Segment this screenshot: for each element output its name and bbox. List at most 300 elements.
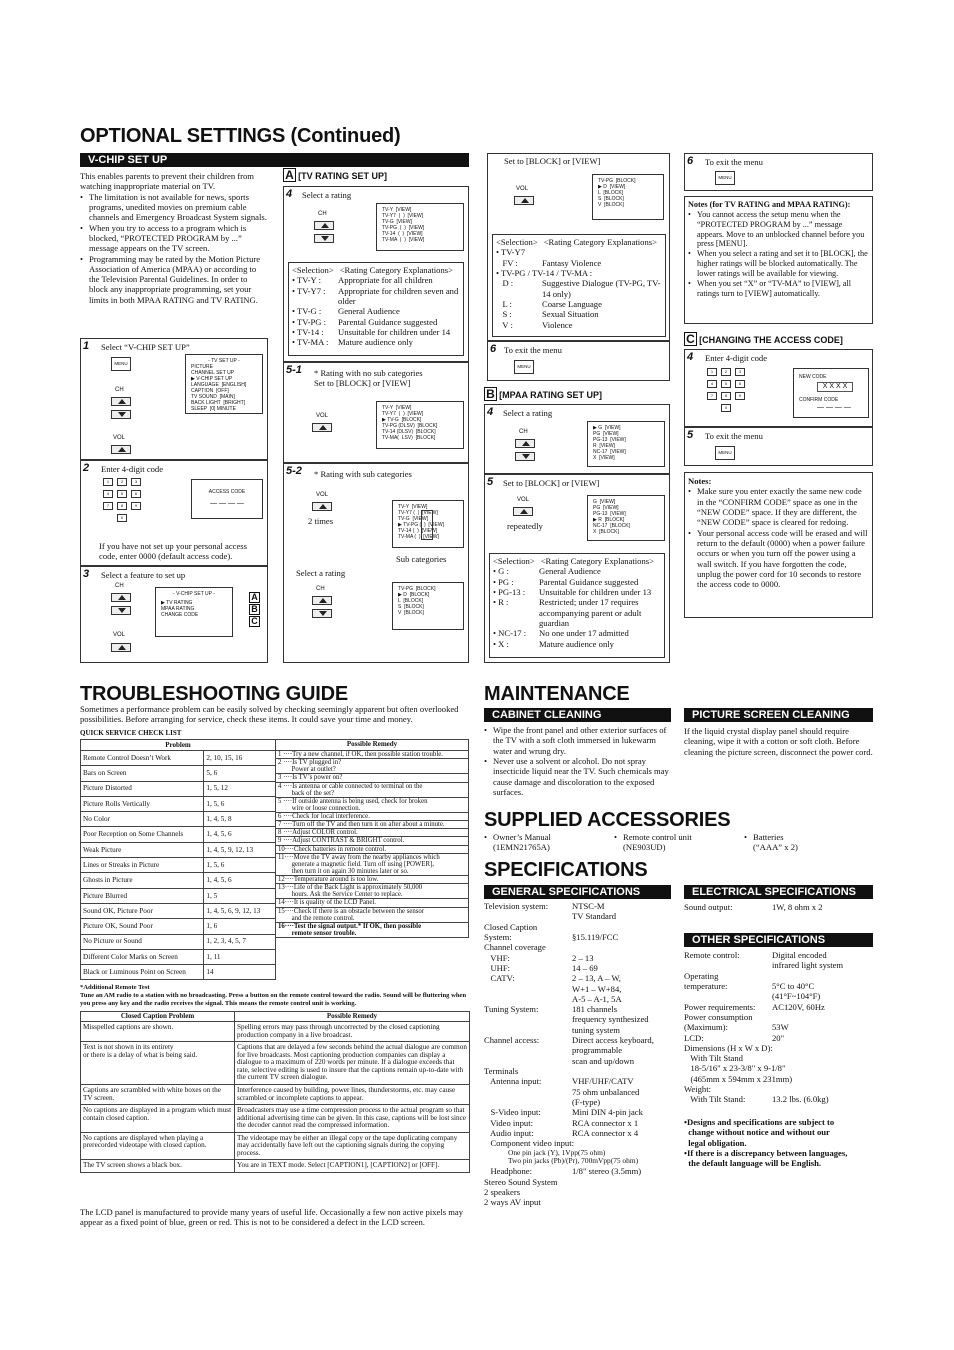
spec-value: Mini DIN 4-pin jack xyxy=(572,1107,643,1118)
screen-title: - V-CHIP SET UP - xyxy=(173,591,215,597)
additional-test-text: Tune an AM radio to a station with no broadcasting. Press a button on the remote control toward the radio. Sound will be fluttering when you press any key and the radio receives the signal. This means the remote control unit is working. xyxy=(80,991,467,1007)
keypad-key[interactable]: 5 xyxy=(721,380,731,388)
spec-row xyxy=(484,1128,672,1138)
new-code-value: X X X X xyxy=(817,382,853,392)
electrical-band: ELECTRICAL SPECIFICATIONS xyxy=(684,885,873,899)
rating-row: TV-14 (DLSV) [BLOCK] xyxy=(382,429,436,435)
keypad-key[interactable]: 8 xyxy=(117,502,127,510)
rating-row: L [BLOCK] xyxy=(598,190,624,196)
ch-down-button[interactable] xyxy=(515,452,535,461)
spec-key: Antenna input: xyxy=(484,1076,542,1087)
ch-down-button[interactable] xyxy=(314,234,334,243)
sub-categories-label: Sub categories xyxy=(396,554,447,564)
explanation-row xyxy=(292,306,460,316)
vol-label: VOL xyxy=(516,186,529,192)
rating-row: TV-PG [BLOCK] xyxy=(398,586,436,592)
keypad-key[interactable]: 9 xyxy=(735,392,745,400)
rating-row: ▶ G [VIEW] xyxy=(593,425,621,431)
rating-code: • TV-Y7 : xyxy=(292,285,326,296)
step-number: 5 xyxy=(487,476,494,488)
vchip-bullets xyxy=(80,192,268,305)
remedy-numbers: 1, 5, 6 xyxy=(204,796,276,811)
rating-code: • NC-17 : xyxy=(493,628,527,639)
rating-code: • TV-Y7 xyxy=(496,247,526,258)
vol-button[interactable] xyxy=(513,507,533,516)
vchip-bullet: • When you try to access to a program which is blocked, “PROTECTED PROGRAM by ...” message appears on the TV screen. xyxy=(80,223,268,254)
spec-key: S-Video input: xyxy=(484,1107,541,1118)
remedy-item: 6 ····Check for local interference. xyxy=(276,813,468,821)
spec-value: Digital encoded infrared light system xyxy=(772,950,844,971)
spec-value: §15.119/FCC xyxy=(572,931,619,942)
times-label: 2 times xyxy=(308,516,334,526)
spec-row xyxy=(684,1094,873,1104)
spec-row xyxy=(484,942,672,952)
explanations-rows xyxy=(292,275,460,347)
new-code-label: NEW CODE xyxy=(799,374,827,380)
rating-row: X [VIEW] xyxy=(593,455,615,461)
remedy-item: 16····Test the signal output.* If OK, then possible remote sensor trouble. xyxy=(278,922,422,937)
menu-item: SLEEP [0] MINUTE xyxy=(191,406,236,412)
cabinet-item: • Never use a solvent or alcohol. Do not spray insecticide liquid near the TV. Such chemicals may cause damage and discoloration to the exposed surfaces. xyxy=(484,756,672,797)
rating-row: PG-13 [VIEW] xyxy=(593,437,626,443)
menu-button[interactable]: MENU xyxy=(514,360,534,374)
rating-meaning: Mature audience only xyxy=(338,337,413,348)
tv-setup-screen xyxy=(185,354,263,414)
table-row xyxy=(81,919,276,934)
menu-item: CHANGE CODE xyxy=(161,612,199,618)
section-c-letter: C xyxy=(684,332,697,346)
explanation-row xyxy=(493,597,661,628)
rating-row: ▶ TV-G [BLOCK] xyxy=(382,417,422,423)
table-row xyxy=(81,751,276,766)
step-number: 5-2 xyxy=(286,465,302,477)
spec-row xyxy=(684,1033,873,1043)
rating-meaning: Unsuitable for children under 13 xyxy=(539,586,652,597)
spec-key: Closed Caption System: xyxy=(484,921,538,942)
tv-rating-step4 xyxy=(283,186,469,362)
step-number: 5-1 xyxy=(286,364,302,376)
middle-explanations xyxy=(492,234,666,337)
explanation-row xyxy=(496,320,662,330)
explanations-header xyxy=(292,265,460,275)
rating-row: ▶ D [BLOCK] xyxy=(398,592,430,598)
spec-value: 181 channels frequency synthesized tuning system xyxy=(572,1004,649,1035)
repeatedly-label: repeatedly xyxy=(507,521,543,531)
spec-value: 1/8" stereo (3.5mm) xyxy=(572,1166,642,1177)
keypad-key[interactable]: 0 xyxy=(721,404,731,412)
step-number: 4 xyxy=(487,406,494,418)
explanations-rows xyxy=(493,566,661,649)
spec-row xyxy=(684,1002,873,1012)
keypad-key[interactable]: 2 xyxy=(721,368,731,376)
code-notes xyxy=(684,472,873,618)
remedy-item: 4 ····Is antenna or cable connected to terminal on the back of the set? xyxy=(276,783,468,798)
step-text: Set to [BLOCK] or [VIEW] xyxy=(504,156,601,166)
step-text: To exit the menu xyxy=(705,157,763,167)
rating-row: TV-Y [VIEW] xyxy=(382,405,412,411)
rating-row: PG [VIEW] xyxy=(593,505,619,511)
vchip-bullet: • The limitation is not available for news, sports programs, unedited movies on premium cable channels and Emergency Broadcast System signals. xyxy=(80,192,268,223)
section-a-title: [TV RATING SET UP] xyxy=(298,171,387,181)
spec-key: Tuning System: xyxy=(484,1004,539,1015)
troubleshooting-title: TROUBLESHOOTING GUIDE xyxy=(80,683,349,705)
rating-meaning: Sexual Situation xyxy=(542,309,599,320)
spec-key: Headphone: xyxy=(484,1166,532,1177)
remedy-numbers: 1, 5 xyxy=(204,888,276,903)
keypad-key[interactable]: 0 xyxy=(117,514,127,522)
rating-row: TV-PG [BLOCK] xyxy=(598,178,636,184)
section-c-title: [CHANGING THE ACCESS CODE] xyxy=(699,335,843,345)
explanation-row xyxy=(493,587,661,597)
keypad-key[interactable]: 1 xyxy=(707,368,717,376)
spec-value: 53W xyxy=(772,1022,789,1033)
table-row xyxy=(81,827,276,842)
table-row xyxy=(81,1022,470,1042)
accessory-item xyxy=(744,832,874,853)
problem-cell: Poor Reception on Some Channels xyxy=(81,827,204,842)
spec-value: RCA connector x 1 xyxy=(572,1117,639,1128)
keypad-key[interactable]: 7 xyxy=(707,392,717,400)
problem-cell: Weak Picture xyxy=(81,842,204,857)
remedy-item: 12····Temperature around is too low. xyxy=(276,876,468,884)
rating-row: TV-MA ( ) [VIEW] xyxy=(398,534,439,540)
step-number: 4 xyxy=(286,188,293,200)
menu-item: ▶ TV RATING xyxy=(161,600,193,606)
cc-remedy-cell: You are in TEXT mode. Select [CAPTION1], [CAPTION2] or [OFF]. xyxy=(235,1160,470,1173)
keypad[interactable] xyxy=(707,368,745,412)
spec-row xyxy=(484,1118,672,1128)
note-item: • When you set “X” or “TV-MA” to [VIEW], all ratings turn to [VIEW] automatically. xyxy=(688,279,869,299)
remedy-numbers: 5, 6 xyxy=(204,766,276,781)
spec-row xyxy=(684,1084,873,1094)
screen-title: - TV SET UP - xyxy=(208,358,240,364)
note-item: • You cannot access the setup menu when the “PROTECTED PROGRAM by ...” message appears. Move to an unblocked channel before you press [MENU]. xyxy=(688,210,869,249)
menu-button[interactable]: MENU xyxy=(715,446,735,460)
rating-code: • TV-PG / TV-14 / TV-MA : xyxy=(496,267,593,278)
keypad-key[interactable]: 9 xyxy=(131,502,141,510)
step-text: Enter 4-digit code xyxy=(705,353,768,363)
tv-rating-step5-2 xyxy=(283,463,469,663)
electrical-specs xyxy=(684,902,873,912)
problem-cell: Sound OK, Picture Poor xyxy=(81,903,204,918)
menu-item: TV SOUND [MAIN] xyxy=(191,394,235,400)
spec-key: CATV: xyxy=(484,973,515,984)
head-category: <Rating Category Explanations> xyxy=(543,237,657,247)
menu-button[interactable]: MENU xyxy=(715,171,735,185)
ch-label: CH xyxy=(316,586,325,592)
section-letter-tag: A xyxy=(249,592,260,603)
spec-row xyxy=(484,953,672,963)
remedy-numbers: 1, 4, 5, 8 xyxy=(204,812,276,827)
vol-label: VOL xyxy=(113,632,126,638)
cc-problem-cell: No captions are displayed when playing a prerecorded videotape with closed caption. xyxy=(81,1132,235,1160)
cc-problem-cell: Misspelled captions are shown. xyxy=(81,1022,235,1042)
remedy-numbers: 1, 4, 5, 6, 9, 12, 13 xyxy=(204,903,276,918)
spec-value: 13.2 lbs. (6.0kg) xyxy=(772,1094,829,1105)
problem-cell: Ghosts in Picture xyxy=(81,873,204,888)
keypad-key[interactable]: 6 xyxy=(735,380,745,388)
problem-cell: Black or Luminous Point on Screen xyxy=(81,965,204,980)
spec-line: 2 speakers xyxy=(484,1186,521,1197)
maintenance-title: MAINTENANCE xyxy=(484,683,630,705)
rating-code: • TV-MA : xyxy=(292,337,329,348)
step-number: 3 xyxy=(83,568,90,580)
keypad-key[interactable]: 6 xyxy=(131,490,141,498)
vol-label: VOL xyxy=(316,413,329,419)
step-text: * Rating with sub categories xyxy=(314,469,412,479)
rating-row: TV-MA ( ) [VIEW] xyxy=(382,237,425,243)
cc-remedy-cell: Broadcasters may use a time compression process to the actual program so that additional advertising time can be given. In this case, captions will be lost since the decoder cannot read the compressed information. xyxy=(235,1105,470,1133)
spec-value: 14 – 69 xyxy=(572,962,598,973)
ch-up-button[interactable] xyxy=(111,593,131,602)
step-note: If you have not set up your personal access code, enter 0000 (default access code). xyxy=(99,541,247,562)
keypad-key[interactable]: 2 xyxy=(117,478,127,486)
tv-rating-screen xyxy=(376,203,464,251)
rating-row: G [VIEW] xyxy=(593,499,616,505)
remedy-item: 10····Check batteries in remote control. xyxy=(276,846,468,854)
remedy-numbers: 1, 4, 5, 6 xyxy=(204,827,276,842)
vol-button[interactable] xyxy=(514,196,534,205)
rating-meaning xyxy=(542,247,662,257)
accessory-text: Owner’s Manual (1EMN21765A) xyxy=(493,832,551,853)
table-row xyxy=(81,965,276,980)
problem-cell: Lines or Streaks in Picture xyxy=(81,858,204,873)
remedy-numbers: 1, 5, 6 xyxy=(204,858,276,873)
component-title: Component video input: xyxy=(484,1138,574,1149)
rating-code: • X : xyxy=(493,638,509,649)
rating-meaning: Parental Guidance suggested xyxy=(338,316,438,327)
ch-down-button[interactable] xyxy=(111,410,131,419)
additional-remote-test xyxy=(80,984,470,1008)
spec-key: Dimensions (H x W x D): xyxy=(684,1042,773,1053)
accessory-item xyxy=(484,832,614,853)
cc-problem-cell: Captions are scrambled with white boxes on the TV screen. xyxy=(81,1084,235,1104)
rating-row: TV-Y [VIEW] xyxy=(382,207,412,213)
step-text: To exit the menu xyxy=(705,431,763,441)
section-a-letter: A xyxy=(283,168,296,182)
spec-key: Terminals xyxy=(484,1066,519,1076)
vol-button[interactable] xyxy=(111,643,131,652)
spec-key: Channel coverage xyxy=(484,942,546,953)
explanation-row xyxy=(292,327,460,337)
spec-key: With Tilt Stand xyxy=(684,1053,743,1064)
menu-item: LANGUAGE [ENGLISH] xyxy=(191,382,247,388)
remedy-numbers: 1, 11 xyxy=(204,949,276,964)
problem-cell: Remote Control Doesn’t Work xyxy=(81,751,204,766)
problem-cell: Picture Rolls Vertically xyxy=(81,796,204,811)
keypad-key[interactable]: 8 xyxy=(721,392,731,400)
remedy-item: 3 ····Is TV’s power on? xyxy=(276,774,468,782)
ch-up-button[interactable] xyxy=(314,221,334,230)
spec-row xyxy=(484,973,672,1004)
rating-meaning: Mature audience only xyxy=(539,638,614,649)
step-text: * Rating with no sub categories Set to [BLOCK] or [VIEW] xyxy=(314,368,423,389)
rating-row: NC-17 [VIEW] xyxy=(593,449,626,455)
menu-button[interactable]: MENU xyxy=(111,357,131,371)
spec-key: Video input: xyxy=(484,1117,533,1128)
rating-meaning: Suggestive Dialogue (TV-PG, TV-14 only) xyxy=(542,278,661,299)
table-row xyxy=(81,766,276,781)
table-row xyxy=(81,858,276,873)
vol-button[interactable] xyxy=(111,445,131,454)
spec-row xyxy=(684,950,873,971)
problem-cell: Bars on Screen xyxy=(81,766,204,781)
spec-value: Direct access keyboard, programmable scan and up/down xyxy=(572,1035,654,1066)
spec-key: Weight: xyxy=(684,1084,711,1095)
ch-down-button[interactable] xyxy=(111,606,131,615)
ch-label: CH xyxy=(318,211,327,217)
step-number: 6 xyxy=(490,343,497,355)
explanation-row xyxy=(292,317,460,327)
screen-cleaning-text: If the liquid crystal display panel should require cleaning, wipe it with a cotton or soft cloth. Before cleaning the picture screen, disconnect the power cord. xyxy=(684,726,873,757)
rating-row: S [BLOCK] xyxy=(598,196,624,202)
step-number: 6 xyxy=(687,155,694,167)
rating-code: S : xyxy=(496,309,512,320)
spec-key: Power consumption (Maximum): xyxy=(684,1011,753,1033)
rating-row: TV-Y7 ( ) [VIEW] xyxy=(382,213,424,219)
keypad-key[interactable]: 7 xyxy=(103,502,113,510)
keypad-key[interactable]: 4 xyxy=(103,490,113,498)
cc-problem-header: Closed Caption Problem xyxy=(81,1012,235,1022)
explanation-row xyxy=(292,286,460,307)
vchip-step1 xyxy=(80,338,268,460)
ch-up-button[interactable] xyxy=(111,397,131,406)
table-row xyxy=(81,781,276,796)
table-row xyxy=(81,888,276,903)
spec-key: With Tilt Stand: xyxy=(684,1094,746,1105)
keypad-key[interactable]: 5 xyxy=(117,490,127,498)
rating-meaning: General Audience xyxy=(338,306,400,317)
cc-problem-cell: No captions are displayed in a program which must contain closed caption. xyxy=(81,1105,235,1133)
screen-menu xyxy=(191,364,257,412)
rating-row: TV-14 ( ) [VIEW] xyxy=(398,528,438,534)
table-row xyxy=(81,949,276,964)
remedy-item: 9 ····Adjust CONTRAST & BRIGHT control. xyxy=(276,837,468,845)
step-number: 1 xyxy=(83,340,90,352)
ch-up-button[interactable] xyxy=(515,439,535,448)
menu-item: BACK LIGHT [BRIGHT] xyxy=(191,400,246,406)
spec-key: Remote control: xyxy=(684,950,740,960)
rating-code: • TV-14 : xyxy=(292,326,324,337)
explanation-row xyxy=(493,566,661,576)
remedy-item: 11····Move the TV away from the nearby appliances which generate a magnetic field. Turn off using [POWER], then turn it on again 30 minutes later or so. xyxy=(276,854,468,876)
tv-rating-screen xyxy=(376,401,464,449)
remedy-item: 7 ····Turn off the TV and then turn it on after about a minute. xyxy=(276,821,468,829)
vol-label: VOL xyxy=(316,492,329,498)
table-row xyxy=(81,903,276,918)
vchip-intro xyxy=(80,171,268,305)
rating-row: ▶ TV-PG ( ) [VIEW] xyxy=(398,522,444,528)
bullet-glyph: • xyxy=(614,832,618,842)
spec-key: VHF: xyxy=(484,952,510,963)
rating-code: • R : xyxy=(493,597,509,608)
table-row xyxy=(81,796,276,811)
problem-cell: Picture Blurred xyxy=(81,888,204,903)
step-text: Select a feature to set up xyxy=(101,570,186,580)
spec-value: 20" xyxy=(772,1032,785,1043)
rating-code: D : xyxy=(496,278,514,289)
ch-up-button[interactable] xyxy=(312,596,332,605)
spec-value: 5°C to 40°C (41°F~104°F) xyxy=(772,980,821,1002)
table-row xyxy=(81,934,276,949)
head-selection: <Selection> xyxy=(496,237,538,247)
cc-problem-cell: The TV screen shows a black box. xyxy=(81,1160,235,1173)
cc-remedy-header: Possible Remedy xyxy=(235,1012,470,1022)
select-rating-label: Select a rating xyxy=(296,568,346,578)
confirm-code-value: — — — — xyxy=(817,404,851,412)
explanation-row xyxy=(496,268,662,278)
vchip-setup-screen xyxy=(155,587,233,637)
spec-row xyxy=(484,901,672,922)
keypad-key[interactable]: 3 xyxy=(735,368,745,376)
spec-key: Television system: xyxy=(484,901,549,911)
spec-row xyxy=(684,1043,873,1053)
vol-button[interactable] xyxy=(312,423,332,432)
rating-row: TV-PG (DLSV) [BLOCK] xyxy=(382,423,438,429)
explanations-header xyxy=(493,556,661,566)
screen-menu xyxy=(161,600,227,618)
spec-row xyxy=(484,1076,672,1107)
bullet-glyph: • xyxy=(744,832,748,842)
ch-label: CH xyxy=(115,583,124,589)
accessory-text: Batteries (“AAA” x 2) xyxy=(753,832,798,853)
spec-key: (465mm x 594mm x 231mm) xyxy=(684,1073,793,1084)
tv-rating-step5-1 xyxy=(283,362,469,463)
rating-row: ▶ R [BLOCK] xyxy=(593,517,625,523)
keypad-key[interactable]: 4 xyxy=(707,380,717,388)
vol-button[interactable] xyxy=(312,502,332,511)
keypad-key[interactable]: 3 xyxy=(131,478,141,486)
rating-code: • PG : xyxy=(493,576,514,587)
rating-meaning: Parental Guidance suggested xyxy=(539,576,639,587)
spec-key: Sound output: xyxy=(684,902,733,912)
footnote: •Designs and specifications are subject to change without notice and without our legal obligation. xyxy=(684,1117,835,1148)
keypad-key[interactable]: 1 xyxy=(103,478,113,486)
keypad[interactable] xyxy=(103,478,141,522)
mpaa-step5 xyxy=(484,474,670,663)
cc-remedy-cell: Captions that are delayed a few seconds behind the actual dialogue are common for live broadcasts. Most captioning production companies can display a dialogue to a maximum of 220 words per minute. If a dialogue exceeds that rate, selective editing is used to insure that the captions remain up-to-date with the current TV screen dialogue. xyxy=(235,1042,470,1085)
code-step4 xyxy=(684,349,873,427)
rating-meaning: Violence xyxy=(542,319,573,330)
spec-key: UHF: xyxy=(484,962,511,973)
problem-cell: Picture Distorted xyxy=(81,781,204,796)
other-specs xyxy=(684,950,873,1105)
explanation-row xyxy=(496,278,662,299)
rating-code: • TV-Y : xyxy=(292,275,321,286)
rating-meaning: Fantasy Violence xyxy=(542,257,602,268)
rating-row: V [BLOCK] xyxy=(598,202,624,208)
explanation-row xyxy=(496,299,662,309)
ch-down-button[interactable] xyxy=(312,609,332,618)
section-b-heading xyxy=(484,387,602,401)
explanation-row xyxy=(496,247,662,257)
additional-test-title: *Additional Remote Test xyxy=(80,984,150,991)
step-number: 4 xyxy=(687,351,694,363)
explanations-header xyxy=(496,237,662,247)
step-number: 2 xyxy=(83,462,90,474)
rating-row: TV-G [VIEW] xyxy=(398,516,429,522)
cc-problem-cell: Text is not shown in its entirety or there is a delay of what is being said. xyxy=(81,1042,235,1085)
problem-header: Problem xyxy=(81,740,276,751)
spec-row xyxy=(684,971,873,1002)
menu-item: PICTURE xyxy=(191,364,213,370)
rating-row: V [BLOCK] xyxy=(398,610,424,616)
rating-notes xyxy=(684,196,873,324)
section-letter-tag: C xyxy=(249,616,260,627)
explanation-row xyxy=(493,628,661,638)
remedy-numbers: 1, 4, 5, 9, 12, 13 xyxy=(204,842,276,857)
spec-row xyxy=(484,922,672,943)
